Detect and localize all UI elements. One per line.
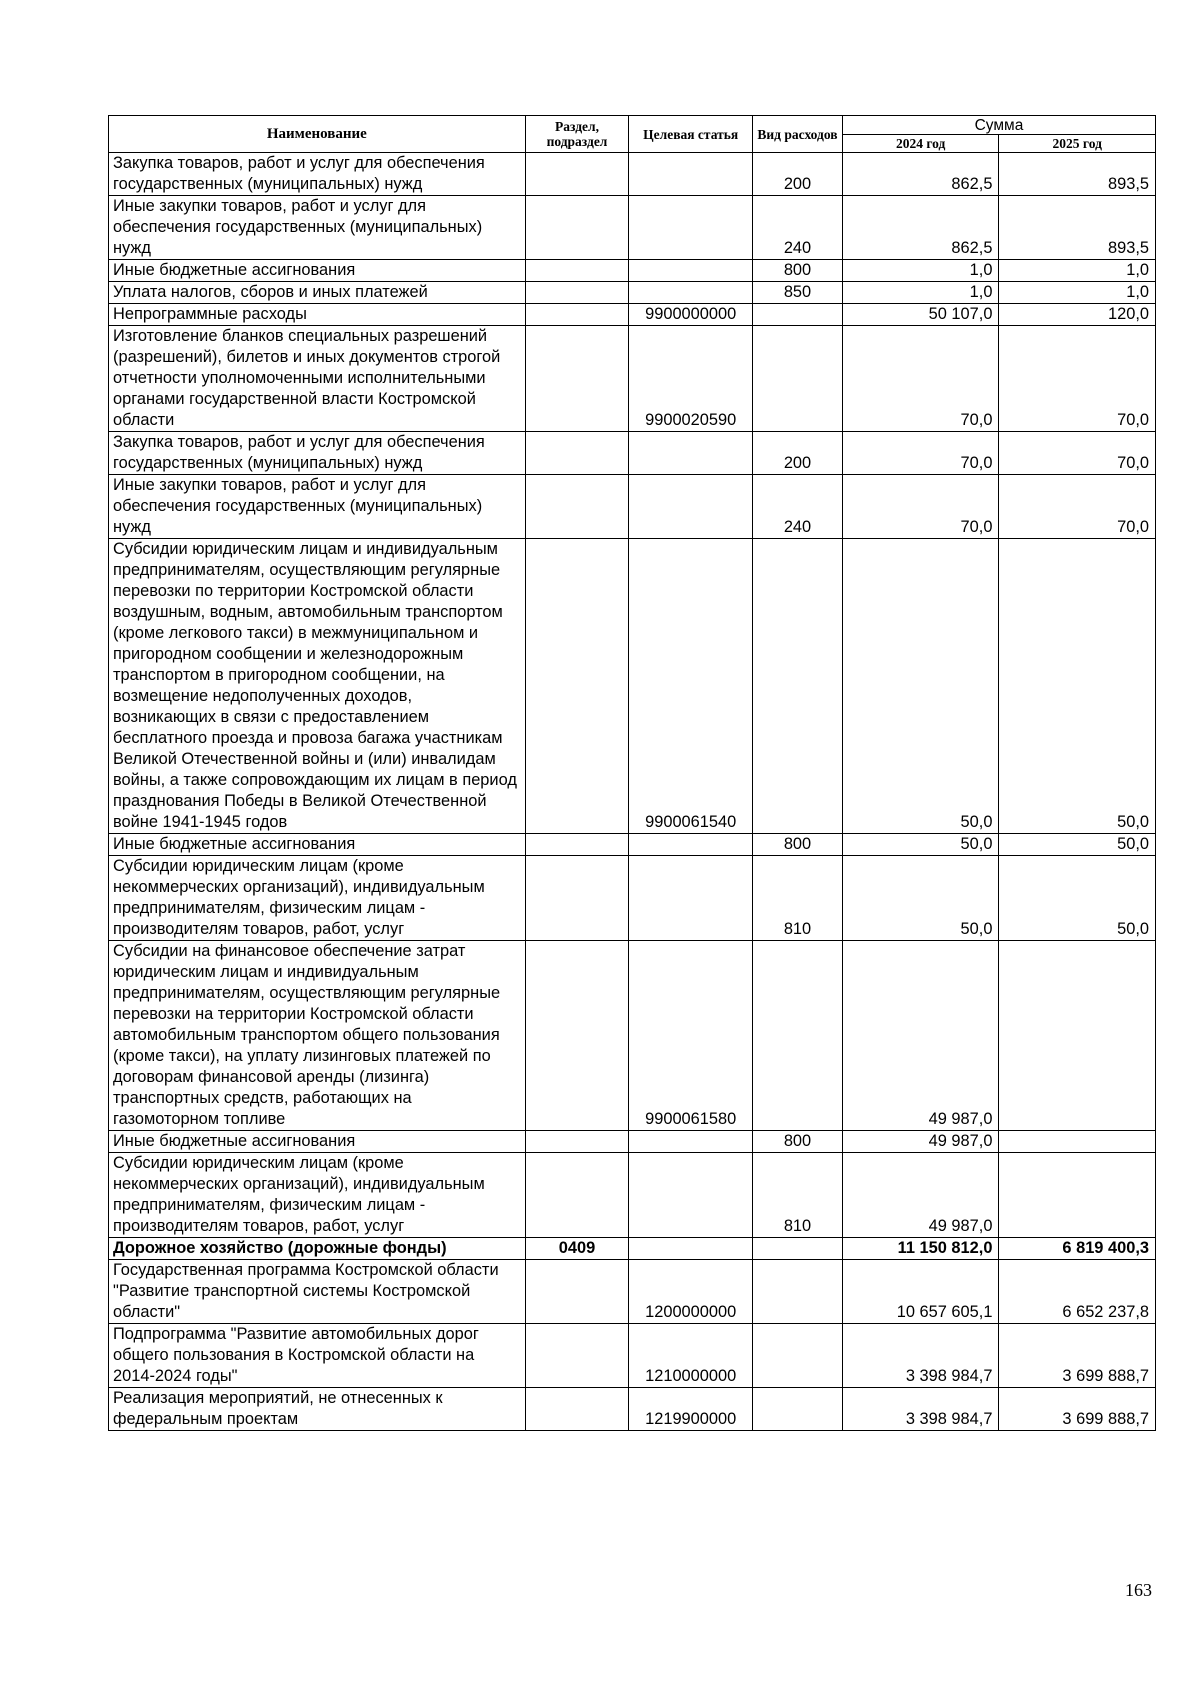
table-row	[109, 856, 1156, 941]
cell-name: Реализация мероприятий, не отнесенных к федеральным проектам	[109, 1388, 526, 1431]
cell-target: 9900020590	[629, 326, 753, 432]
cell-type	[753, 326, 843, 432]
cell-target	[629, 1238, 753, 1260]
cell-section	[525, 834, 629, 856]
cell-target: 1200000000	[629, 1260, 753, 1324]
cell-sum-2025: 70,0	[999, 432, 1156, 475]
cell-sum-2024: 70,0	[842, 326, 999, 432]
cell-section: 0409	[525, 1238, 629, 1260]
header-year-2025: 2025 год	[999, 135, 1156, 153]
header-type: Вид расходов	[753, 116, 843, 153]
cell-type	[753, 1324, 843, 1388]
table-header	[109, 116, 1156, 153]
cell-name: Иные закупки товаров, работ и услуг для обеспечения государственных (муниципальных) нужд	[109, 475, 526, 539]
page-number: 163	[1125, 1580, 1152, 1600]
cell-sum-2024: 10 657 605,1	[842, 1260, 999, 1324]
cell-section	[525, 282, 629, 304]
cell-sum-2025: 3 699 888,7	[999, 1324, 1156, 1388]
cell-type: 200	[753, 153, 843, 196]
cell-section	[525, 304, 629, 326]
cell-sum-2025: 6 652 237,8	[999, 1260, 1156, 1324]
cell-type	[753, 304, 843, 326]
cell-name: Субсидии юридическим лицам (кроме некоммерческих организаций), индивидуальным предпринимателям, физическим лицам - производителям товаров, работ, услуг	[109, 1153, 526, 1238]
cell-target: 9900061580	[629, 941, 753, 1131]
table-row	[109, 1388, 1156, 1431]
cell-sum-2025	[999, 1153, 1156, 1238]
cell-type	[753, 1238, 843, 1260]
cell-sum-2024: 862,5	[842, 196, 999, 260]
table-row	[109, 282, 1156, 304]
cell-name: Иные бюджетные ассигнования	[109, 260, 526, 282]
cell-target	[629, 260, 753, 282]
cell-type: 800	[753, 260, 843, 282]
cell-name: Дорожное хозяйство (дорожные фонды)	[109, 1238, 526, 1260]
cell-section	[525, 475, 629, 539]
table-row	[109, 475, 1156, 539]
cell-sum-2024: 3 398 984,7	[842, 1388, 999, 1431]
cell-section	[525, 1324, 629, 1388]
cell-name: Иные бюджетные ассигнования	[109, 834, 526, 856]
cell-name: Уплата налогов, сборов и иных платежей	[109, 282, 526, 304]
cell-sum-2025: 1,0	[999, 260, 1156, 282]
cell-sum-2024: 70,0	[842, 432, 999, 475]
cell-type	[753, 539, 843, 834]
cell-name: Государственная программа Костромской области "Развитие транспортной системы Костромской области"	[109, 1260, 526, 1324]
table-row	[109, 196, 1156, 260]
cell-target	[629, 1153, 753, 1238]
cell-section	[525, 1153, 629, 1238]
cell-target	[629, 475, 753, 539]
cell-target	[629, 834, 753, 856]
cell-target	[629, 1131, 753, 1153]
cell-type: 810	[753, 856, 843, 941]
table-row	[109, 941, 1156, 1131]
table-row	[109, 432, 1156, 475]
cell-sum-2025: 6 819 400,3	[999, 1238, 1156, 1260]
table-row	[109, 1238, 1156, 1260]
table-row	[109, 1260, 1156, 1324]
cell-name: Закупка товаров, работ и услуг для обеспечения государственных (муниципальных) нужд	[109, 153, 526, 196]
cell-type	[753, 941, 843, 1131]
cell-sum-2025: 50,0	[999, 539, 1156, 834]
header-target: Целевая статья	[629, 116, 753, 153]
cell-sum-2024: 1,0	[842, 260, 999, 282]
cell-section	[525, 539, 629, 834]
cell-type	[753, 1260, 843, 1324]
cell-type	[753, 1388, 843, 1431]
cell-section	[525, 260, 629, 282]
cell-section	[525, 326, 629, 432]
cell-target	[629, 282, 753, 304]
cell-target	[629, 856, 753, 941]
cell-type: 240	[753, 475, 843, 539]
cell-target	[629, 196, 753, 260]
cell-sum-2025: 893,5	[999, 153, 1156, 196]
cell-sum-2024: 49 987,0	[842, 1153, 999, 1238]
cell-sum-2025: 120,0	[999, 304, 1156, 326]
table-row	[109, 539, 1156, 834]
cell-sum-2024: 50,0	[842, 539, 999, 834]
cell-name: Субсидии на финансовое обеспечение затрат юридическим лицам и индивидуальным предпринимателям, осуществляющим регулярные перевозки на территории Костромской области автомобильным транспортом общего пользования (кроме такси), на уплату лизинговых платежей по договорам финансовой аренды (лизинга) транспортных средств, работающих на газомоторном топливе	[109, 941, 526, 1131]
cell-name: Непрограммные расходы	[109, 304, 526, 326]
cell-target: 9900000000	[629, 304, 753, 326]
cell-target: 9900061540	[629, 539, 753, 834]
cell-target	[629, 432, 753, 475]
cell-type: 800	[753, 1131, 843, 1153]
cell-name: Субсидии юридическим лицам и индивидуальным предпринимателям, осуществляющим регулярные перевозки по территории Костромской области воздушным, водным, автомобильным транспортом (кроме легкового такси) в межмуниципальном и пригородном сообщении и железнодорожным транспортом в пригородном сообщении, на возмещение недополученных доходов, возникающих в связи с предоставлением бесплатного проезда и провоза багажа участникам Великой Отечественной войны и (или) инвалидам войны, а также сопровождающим их лицам в период празднования Победы в Великой Отечественной войне 1941-1945 годов	[109, 539, 526, 834]
cell-name: Иные закупки товаров, работ и услуг для обеспечения государственных (муниципальных) нужд	[109, 196, 526, 260]
cell-name: Субсидии юридическим лицам (кроме некоммерческих организаций), индивидуальным предпринимателям, физическим лицам - производителям товаров, работ, услуг	[109, 856, 526, 941]
cell-sum-2024: 1,0	[842, 282, 999, 304]
cell-target: 1219900000	[629, 1388, 753, 1431]
cell-sum-2025	[999, 1131, 1156, 1153]
cell-type: 240	[753, 196, 843, 260]
cell-section	[525, 1131, 629, 1153]
cell-target: 1210000000	[629, 1324, 753, 1388]
header-section: Раздел, подраздел	[525, 116, 629, 153]
cell-sum-2024: 862,5	[842, 153, 999, 196]
cell-sum-2024: 3 398 984,7	[842, 1324, 999, 1388]
cell-name: Подпрограмма "Развитие автомобильных дорог общего пользования в Костромской области на 2014-2024 годы"	[109, 1324, 526, 1388]
cell-sum-2025: 1,0	[999, 282, 1156, 304]
table-row	[109, 1131, 1156, 1153]
cell-section	[525, 1260, 629, 1324]
table-row	[109, 153, 1156, 196]
cell-sum-2024: 50 107,0	[842, 304, 999, 326]
cell-section	[525, 153, 629, 196]
cell-name: Изготовление бланков специальных разрешений (разрешений), билетов и иных документов строгой отчетности уполномоченными исполнительными органами государственной власти Костромской области	[109, 326, 526, 432]
table-row	[109, 326, 1156, 432]
cell-type: 850	[753, 282, 843, 304]
header-sum: Сумма	[842, 116, 1155, 135]
cell-sum-2025: 893,5	[999, 196, 1156, 260]
cell-sum-2024: 50,0	[842, 856, 999, 941]
cell-section	[525, 856, 629, 941]
cell-sum-2024: 49 987,0	[842, 941, 999, 1131]
cell-type: 200	[753, 432, 843, 475]
cell-sum-2024: 11 150 812,0	[842, 1238, 999, 1260]
cell-section	[525, 1388, 629, 1431]
budget-table	[108, 115, 1156, 1431]
header-name: Наименование	[109, 116, 526, 153]
cell-sum-2025: 70,0	[999, 475, 1156, 539]
table-body	[109, 153, 1156, 1431]
cell-section	[525, 432, 629, 475]
cell-sum-2025	[999, 941, 1156, 1131]
table-row	[109, 1153, 1156, 1238]
header-year-2024: 2024 год	[842, 135, 999, 153]
cell-sum-2025: 50,0	[999, 856, 1156, 941]
table-row	[109, 304, 1156, 326]
cell-type: 810	[753, 1153, 843, 1238]
table-row	[109, 834, 1156, 856]
cell-section	[525, 941, 629, 1131]
cell-sum-2025: 50,0	[999, 834, 1156, 856]
cell-target	[629, 153, 753, 196]
table-row	[109, 260, 1156, 282]
cell-section	[525, 196, 629, 260]
cell-type: 800	[753, 834, 843, 856]
table-row	[109, 1324, 1156, 1388]
cell-sum-2025: 70,0	[999, 326, 1156, 432]
cell-sum-2024: 50,0	[842, 834, 999, 856]
cell-sum-2024: 49 987,0	[842, 1131, 999, 1153]
cell-sum-2024: 70,0	[842, 475, 999, 539]
cell-name: Иные бюджетные ассигнования	[109, 1131, 526, 1153]
cell-name: Закупка товаров, работ и услуг для обеспечения государственных (муниципальных) нужд	[109, 432, 526, 475]
cell-sum-2025: 3 699 888,7	[999, 1388, 1156, 1431]
